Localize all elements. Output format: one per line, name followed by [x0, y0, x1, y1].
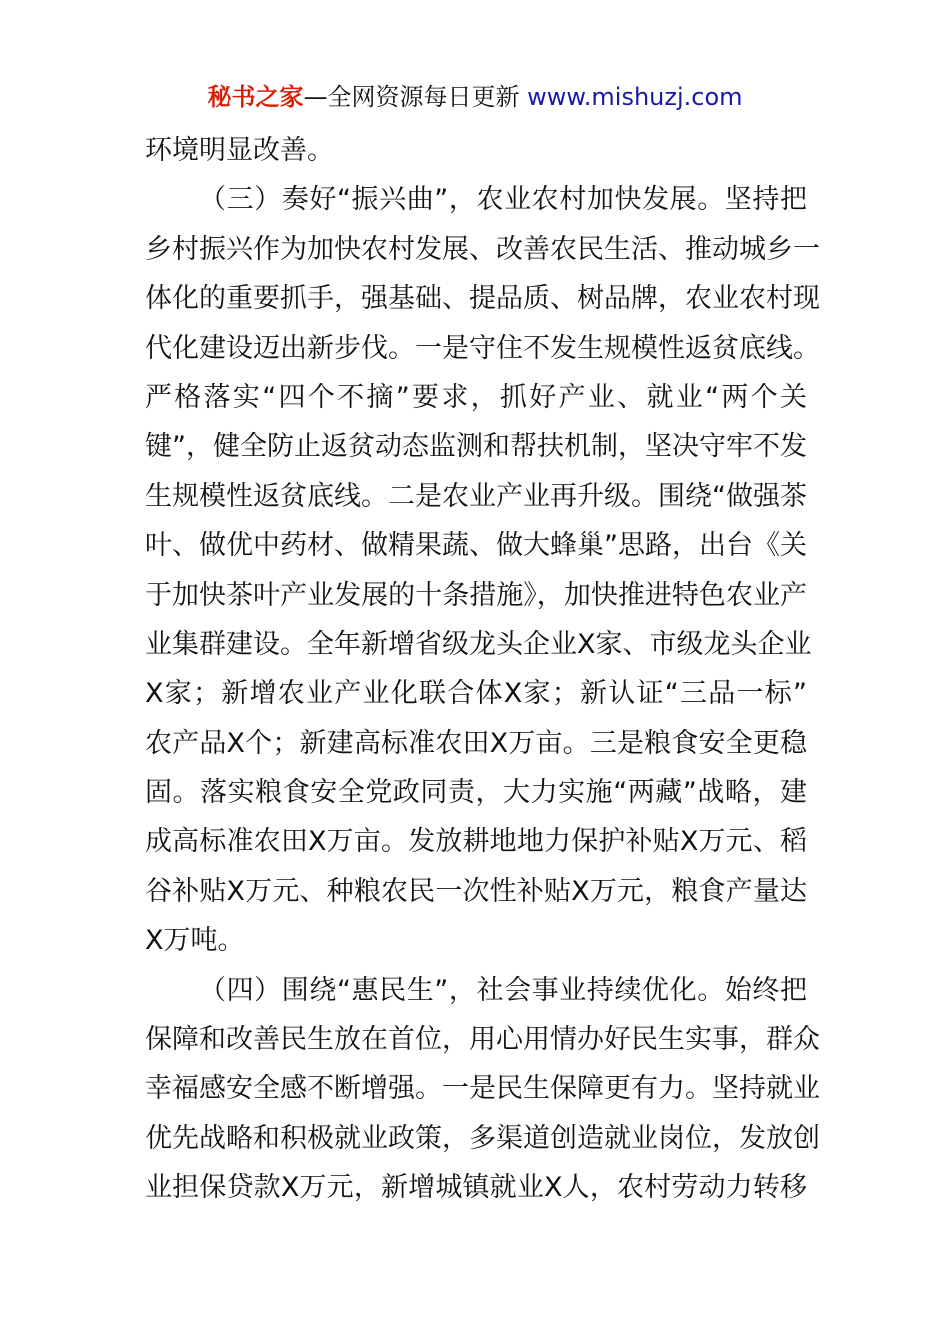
header-tagline: —全网资源每日更新 [303, 83, 520, 111]
brand-name: 秘书之家 [207, 83, 304, 111]
text-line: 保障和改善民生放在首位，用心用情办好民生实事，群众 [145, 1024, 820, 1056]
text-line: 代化建设迈出新步伐。一是守住不发生规模性返贫底线。 [145, 332, 820, 364]
text-line: 乡村振兴作为加快农村发展、改善农民生活、推动城乡一 [145, 233, 820, 265]
text-line: 幸福感安全感不断增强。一是民生保障更有力。坚持就业 [145, 1073, 820, 1105]
site-url[interactable]: www.mishuzj.com [527, 83, 743, 111]
text-line: 业集群建设。全年新增省级龙头企业X家、市级龙头企业 [145, 628, 812, 660]
text-line: 成高标准农田X万亩。发放耕地地力保护补贴X万元、稻 [145, 826, 807, 858]
site-header [0, 80, 950, 114]
text-line: 体化的重要抓手，强基础、提品质、树品牌，农业农村现 [145, 283, 820, 315]
text-line: X家；新增农业产业化联合体X家；新认证“三品一标” [145, 678, 807, 710]
text-line: 环境明显改善。 [145, 135, 334, 166]
text-line: 农产品X个；新建高标准农田X万亩。三是粮食安全更稳 [145, 727, 807, 759]
document-body [145, 126, 820, 1213]
paragraph-start-line: （三）奏好“振兴曲”，农业农村加快发展。坚持把 [199, 184, 807, 216]
text-line: 叶、做优中药材、做精果蔬、做大蜂巢”思路，出台《关 [145, 530, 807, 562]
text-line: 严格落实“四个不摘”要求，抓好产业、就业“两个关 [145, 381, 807, 413]
text-line: 固。落实粮食安全党政同责，大力实施“两藏”战略，建 [145, 777, 807, 809]
text-line: 生规模性返贫底线。二是农业产业再升级。围绕“做强茶 [145, 480, 807, 512]
text-line: X万吨。 [145, 925, 245, 957]
text-line: 谷补贴X万元、种粮农民一次性补贴X万元，粮食产量达 [145, 875, 807, 907]
text-line: 键”，健全防止返贫动态监测和帮扶机制，坚决守牢不发 [145, 431, 807, 463]
text-line: 于加快茶叶产业发展的十条措施》，加快推进特色农业产 [145, 579, 807, 611]
text-line: 业担保贷款X万元，新增城镇就业X人，农村劳动力转移 [145, 1172, 807, 1204]
text-line: 优先战略和积极就业政策，多渠道创造就业岗位，发放创 [145, 1122, 820, 1154]
paragraph-start-line: （四）围绕“惠民生”，社会事业持续优化。始终把 [199, 974, 807, 1006]
